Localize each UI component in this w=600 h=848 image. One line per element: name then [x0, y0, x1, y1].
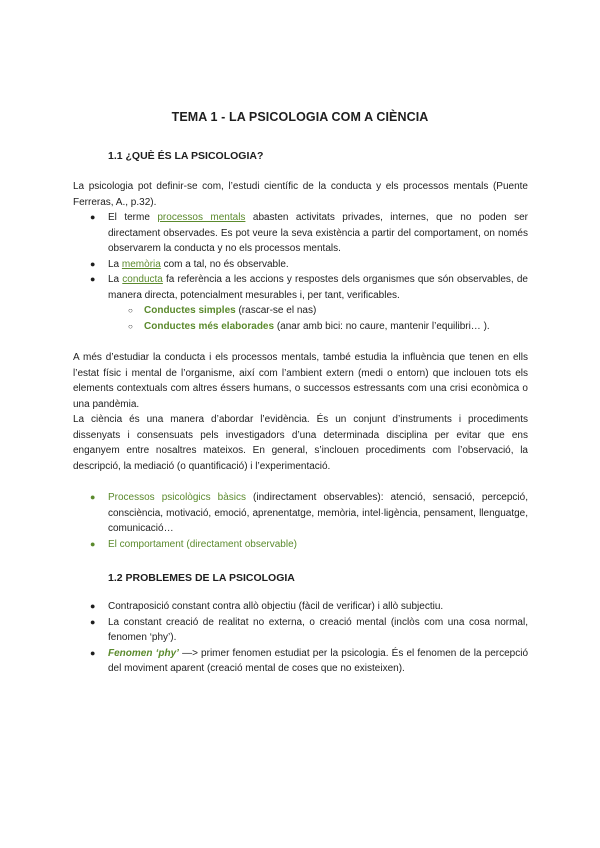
list-item: ○ Conductes més elaborades (anar amb bici: no caure, mantenir l’equilibri… ).	[90, 319, 528, 335]
subbullet-icon: ○	[128, 321, 133, 331]
page-title: TEMA 1 - LA PSICOLOGIA COM A CIÈNCIA	[171, 110, 429, 124]
list-item: ○ Conductes simples (rascar-se el nas)	[90, 303, 528, 319]
list-item: ● Fenomen ‘phy’ —> primer fenomen estudiat per la psicologia. És el fenomen de la percepció del moviment aparent (creació mental de coses que no existeixen).	[90, 647, 529, 674]
list-item: ● Processos psicològics bàsics (indirectament observables): atenció, sensació, percepció, consciència, motivació, emoció, aprenentatge, memòria, intel·ligència, pensament, llenguatge, comunicació…	[90, 492, 528, 534]
term-conductes-simples: Conductes simples	[144, 305, 236, 316]
paragraph-2: A més d’estudiar la conducta i els processos mentals, també estudia la influència que tenen en ells l’estat físic i mental de l’organisme, així com l’ambient extern (medi o entorn) que inclouen tots els elements contextuals com altres éssers humans, o successos estressants com una crisi econòmica o una pandèmia.	[73, 352, 528, 410]
term-processos-mentals: processos mentals	[157, 212, 246, 223]
list-item: ● Contraposició constant contra allò objectiu (fàcil de verificar) i allò subjectiu.	[90, 599, 528, 615]
bullet-icon: ●	[90, 616, 96, 627]
bullet-icon: ●	[90, 258, 96, 269]
term-memoria: memòria	[121, 258, 161, 270]
term-comportament: El comportament (directament observable)	[108, 538, 297, 550]
section-heading-1: 1.1 ¿QUÈ ÉS LA PSICOLOGIA?	[108, 150, 264, 162]
bullet-list-2	[90, 490, 528, 552]
bullet-icon: ●	[90, 274, 96, 284]
subbullet-icon: ○	[128, 306, 133, 315]
section-heading-2: 1.2 PROBLEMES DE LA PSICOLOGIA	[108, 572, 295, 584]
list-item	[90, 537, 528, 553]
term-processos-basics: Processos psicològics bàsics	[108, 492, 247, 503]
list-item: ● La memòria com a tal, no és observable.	[90, 257, 528, 273]
bullet-icon: ●	[90, 538, 96, 549]
bullet-icon: ●	[90, 647, 96, 658]
intro-paragraph: La psicologia pot definir-se com, l’estudi científic de la conducta y els processos mentals (Puente Ferreras, A., p.32).	[73, 181, 528, 208]
paragraph-3: La ciència és una manera d’abordar l’evidència. És un conjunt d’instruments i procediments dissenyats i consensuats pels investigadors d’una determinada disciplina per evitar que ens enganyem entre nosaltres mateixos. En general, s’inclouen procediments com l’observació, la descripció, la mediació (o quantificació) i l’experimentació.	[73, 414, 528, 472]
term-conducta: conducta	[122, 274, 163, 285]
term-conductes-elaborades: Conductes més elaborades	[144, 320, 275, 332]
list-item: ● El terme processos mentals abasten activitats privades, internes, que no poden ser directament observades. Es pot veure la seva existència a partir del comportament, on només observarem la conducta y no els processos mentals.	[90, 212, 528, 254]
bullet-list-3	[90, 599, 528, 677]
bullet-icon: ●	[90, 601, 96, 611]
bullet-list-1	[90, 210, 528, 334]
bullet-icon: ●	[90, 212, 96, 222]
bullet-icon: ●	[90, 492, 96, 502]
term-fenomen-phy: Fenomen ‘phy’	[108, 647, 179, 659]
list-item: ● La constant creació de realitat no externa, o creació mental (inclòs com una cosa normal, fenomen ‘phy’).	[90, 616, 528, 643]
list-item: ● La conducta fa referència a les accions y respostes dels organismes que són observables, de manera directa, potencialment mesurables i, per tant, verificables.	[90, 274, 528, 301]
